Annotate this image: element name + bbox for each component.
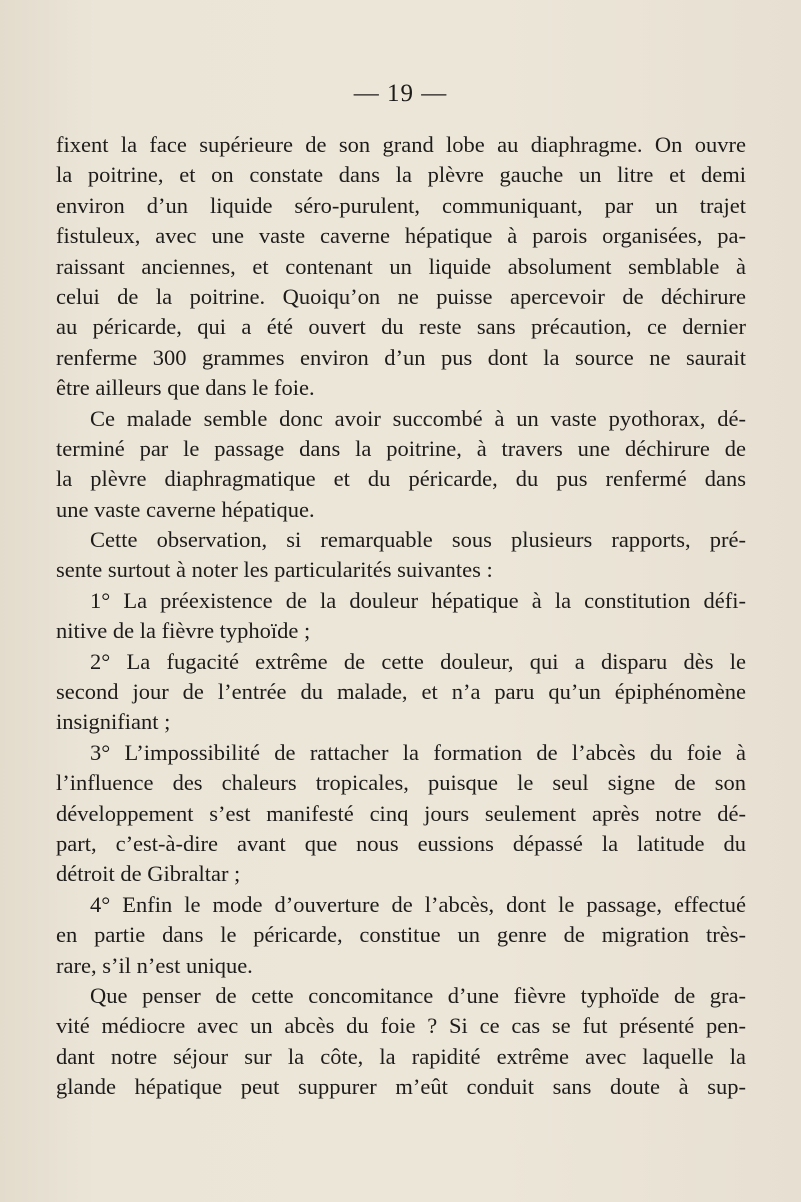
text-line: Cette observation, si remarquable sous plusieurs rapports, pré- — [90, 527, 746, 553]
text-line: développement s’est manifesté cinq jours seulement après notre dé- — [56, 800, 746, 826]
text-line: Ce malade semble donc avoir succombé à un vaste pyothorax, dé- — [90, 405, 746, 431]
text-line: fistuleux, avec une vaste caverne hépatique à parois organisées, pa- — [56, 223, 746, 249]
text-line: au péricarde, qui a été ouvert du reste sans précaution, ce dernier — [56, 314, 746, 340]
text-line: détroit de Gibraltar ; — [56, 861, 241, 887]
text-line: en partie dans le péricarde, constitue un genre de migration très- — [56, 922, 746, 948]
text-line: être ailleurs que dans le foie. — [56, 375, 315, 401]
text-line: renferme 300 grammes environ d’un pus dont la source ne saurait — [56, 344, 746, 370]
text-line: nitive de la fièvre typhoïde ; — [56, 618, 311, 644]
text-line: l’influence des chaleurs tropicales, puisque le seul signe de son — [56, 770, 746, 796]
text-line: glande hépatique peut suppurer m’eût conduit sans doute à sup- — [56, 1074, 746, 1100]
text-line: Que penser de cette concomitance d’une fièvre typhoïde de gra- — [90, 982, 746, 1008]
text-line: une vaste caverne hépatique. — [56, 496, 315, 522]
text-line: vité médiocre avec un abcès du foie ? Si ce cas se fut présenté pen- — [56, 1013, 746, 1039]
text-line: raissant anciennes, et contenant un liquide absolument semblable à — [56, 253, 746, 279]
text-line: celui de la poitrine. Quoiqu’on ne puisse apercevoir de déchirure — [56, 283, 746, 309]
text-line: 1° La préexistence de la douleur hépatique à la constitution défi- — [90, 587, 746, 613]
text-line: part, c’est-à-dire avant que nous eussions dépassé la latitude du — [56, 830, 746, 856]
body-text — [56, 130, 746, 1103]
text-line: terminé par le passage dans la poitrine, à travers une déchirure de — [56, 435, 746, 461]
text-line: 3° L’impossibilité de rattacher la formation de l’abcès du foie à — [90, 739, 746, 765]
text-line: rare, s’il n’est unique. — [56, 952, 253, 978]
text-line: 4° Enfin le mode d’ouverture de l’abcès, dont le passage, effectué — [90, 891, 746, 917]
text-line: sente surtout à noter les particularités suivantes : — [56, 557, 493, 583]
text-line: environ d’un liquide séro-purulent, communiquant, par un trajet — [56, 192, 746, 218]
text-line: 2° La fugacité extrême de cette douleur, qui a disparu dès le — [90, 648, 746, 674]
text-line: dant notre séjour sur la côte, la rapidité extrême avec laquelle la — [56, 1043, 746, 1069]
text-line: insignifiant ; — [56, 709, 171, 735]
text-line: la plèvre diaphragmatique et du péricarde, du pus renfermé dans — [56, 466, 746, 492]
page-number: — 19 — — [353, 80, 448, 107]
text-line: la poitrine, et on constate dans la plèvre gauche un litre et demi — [56, 162, 746, 188]
text-line: fixent la face supérieure de son grand lobe au diaphragme. On ouvre — [56, 132, 746, 157]
text-line: second jour de l’entrée du malade, et n’a paru qu’un épiphénomène — [56, 679, 746, 705]
